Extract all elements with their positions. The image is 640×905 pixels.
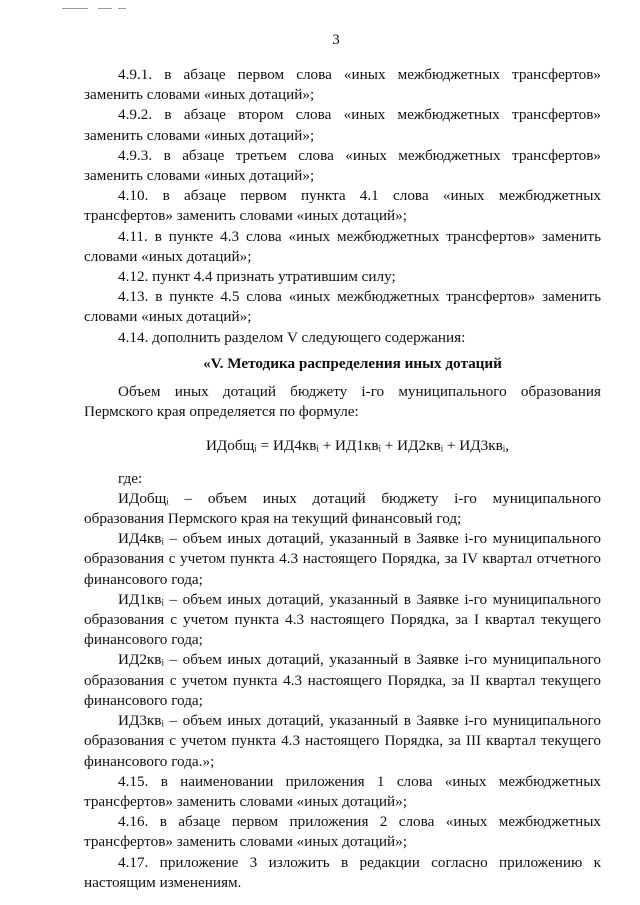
definition-id2kv: ИД2квᵢ – объем иных дотаций, указанный в Заявке i-го муниципального образования с учетом пункта 4.3 настоящего Порядка, за II квартал текущего финансового года; bbox=[84, 651, 601, 709]
paragraph-4-9-2: 4.9.2. в абзаце втором слова «иных межбюджетных трансфертов» заменить словами «иных дотаций»; bbox=[84, 106, 601, 144]
definition-id3kv: ИД3квᵢ – объем иных дотаций, указанный в Заявке i-го муниципального образования с учетом пункта 4.3 настоящего Порядка, за III квартал текущего финансового года.»; bbox=[84, 712, 601, 770]
paragraph-4-11: 4.11. в пункте 4.3 слова «иных межбюджетных трансфертов» заменить словами «иных дотаций»; bbox=[84, 227, 601, 265]
paragraph-4-9-3: 4.9.3. в абзаце третьем слова «иных межбюджетных трансфертов» заменить словами «иных дотаций»; bbox=[84, 146, 601, 185]
definition-id1kv: ИД1квᵢ – объем иных дотаций, указанный в Заявке i-го муниципального образования с учетом пункта 4.3 настоящего Порядка, за I квартал текущего финансового года; bbox=[84, 590, 601, 649]
scan-dash bbox=[98, 8, 112, 9]
method-intro: Объем иных дотаций бюджету i-го муниципального образования Пермского края определяется по формуле: bbox=[84, 383, 601, 421]
paragraph-4-12: 4.12. пункт 4.4 признать утратившим силу; bbox=[118, 268, 396, 286]
document-body bbox=[84, 65, 601, 893]
paragraph-4-10: 4.10. в абзаце первом пункта 4.1 слова «иных межбюджетных трансфертов» заменить словами «иных дотаций»; bbox=[84, 187, 601, 225]
definition-id4kv: ИД4квᵢ – объем иных дотаций, указанный в Заявке i-го муниципального образования с учетом пункта 4.3 настоящего Порядка, за IV квартал отчетного финансового года; bbox=[84, 530, 601, 588]
paragraph-4-9-1: 4.9.1. в абзаце первом слова «иных межбюджетных трансфертов» заменить словами «иных дотаций»; bbox=[84, 66, 601, 104]
paragraph-4-17: 4.17. приложение 3 изложить в редакции согласно приложению к настоящим изменениям. bbox=[84, 853, 601, 891]
page-number: 3 bbox=[332, 32, 340, 48]
scan-edge-marks bbox=[0, 0, 640, 14]
scan-dash bbox=[62, 8, 88, 9]
formula: ИДобщᵢ = ИД4квᵢ + ИД1квᵢ + ИД2квᵢ + ИД3квᵢ, bbox=[205, 437, 510, 455]
definition-idobsh: ИДобщᵢ – объем иных дотаций бюджету i-го муниципального образования Пермского края на текущий финансовый год; bbox=[84, 489, 601, 528]
paragraph-4-16: 4.16. в абзаце первом приложения 2 слова «иных межбюджетных трансфертов» заменить словами «иных дотаций»; bbox=[84, 813, 601, 851]
where-label: где: bbox=[118, 469, 143, 487]
scan-dash bbox=[118, 8, 126, 9]
paragraph-4-15: 4.15. в наименовании приложения 1 слова «иных межбюджетных трансфертов» заменить словами «иных дотаций»; bbox=[84, 772, 601, 810]
paragraph-4-13: 4.13. в пункте 4.5 слова «иных межбюджетных трансфертов» заменить словами «иных дотаций»; bbox=[84, 288, 601, 326]
section-heading: «V. Методика распределения иных дотаций bbox=[203, 354, 502, 372]
paragraph-4-14: 4.14. дополнить разделом V следующего содержания: bbox=[118, 328, 466, 346]
